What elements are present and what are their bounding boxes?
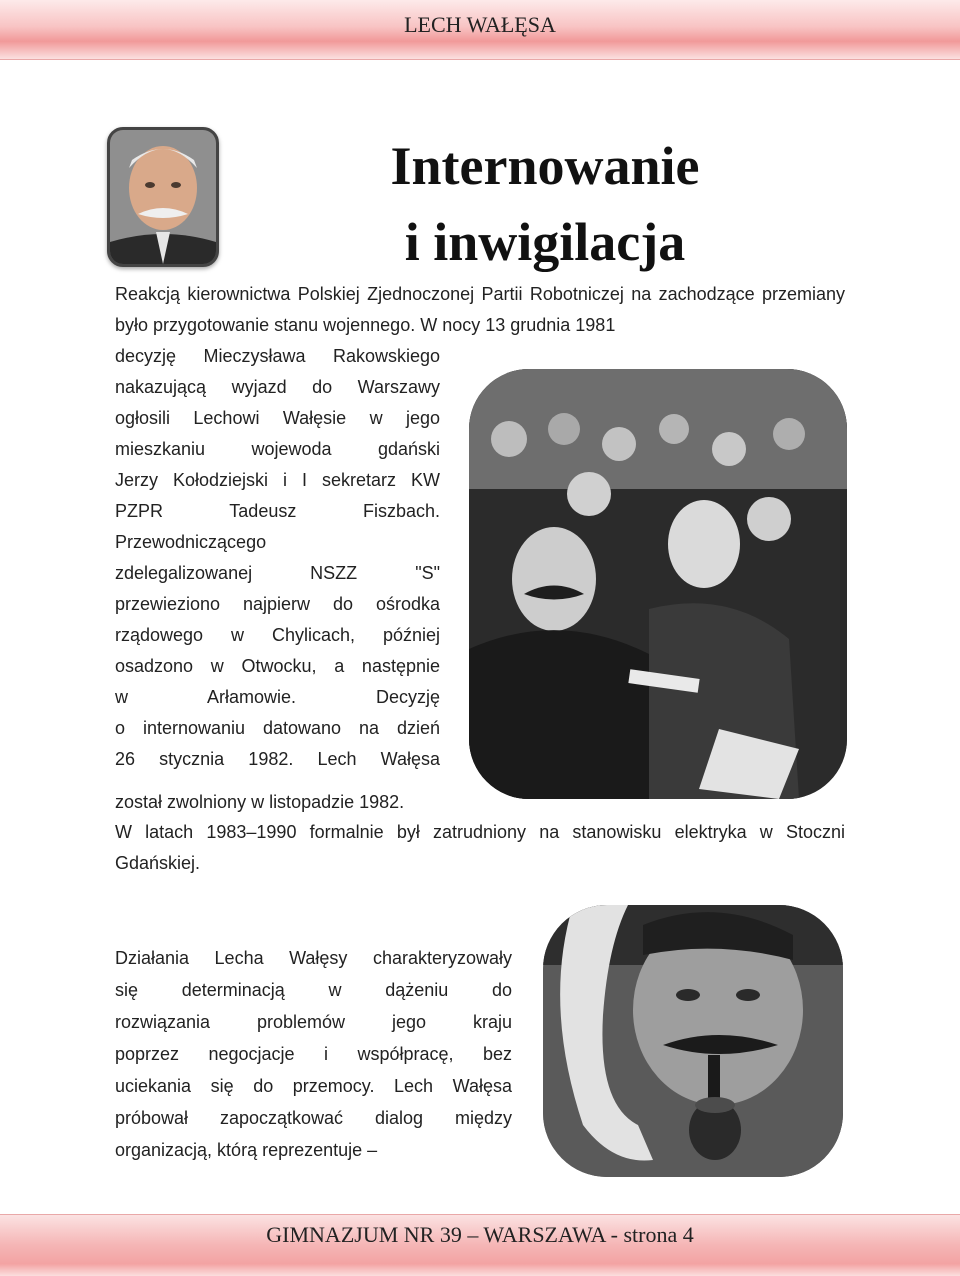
wrapped-line: decyzję Mieczysława Rakowskiego	[115, 346, 440, 366]
header-title: LECH WAŁĘSA	[404, 12, 556, 37]
wrapped-line: nakazującą wyjazd do Warszawy	[115, 377, 440, 397]
wrapped-line: przewieziono najpierw do ośrodka	[115, 594, 440, 614]
title-line-1: Internowanie	[390, 136, 700, 196]
title-line-2: i inwigilacja	[404, 212, 686, 272]
wrapped-line: osadzono w Otwocku, a następnie	[115, 656, 440, 676]
actions-line: organizacją, którą reprezentuje –	[115, 1140, 378, 1160]
wrapped-line: 26 stycznia 1982. Lech Wałęsa	[115, 749, 440, 769]
crowd-photo	[469, 369, 847, 799]
actions-line: poprzez negocjacje i współpracę, bez	[115, 1044, 512, 1064]
paragraph-wrapped	[115, 341, 440, 775]
wrapped-line: Przewodniczącego	[115, 532, 267, 552]
wrapped-line: zdelegalizowanej NSZZ "S"	[115, 563, 440, 583]
actions-line: rozwiązania problemów jego kraju	[115, 1012, 512, 1032]
wrapped-line: PZPR Tadeusz Fiszbach.	[115, 501, 440, 521]
paragraph-tail: został zwolniony w listopadzie 1982.	[115, 792, 405, 812]
actions-line: się determinacją w dążeniu do	[115, 980, 512, 1000]
wrapped-line: Jerzy Kołodziejski i I sekretarz KW	[115, 470, 440, 490]
paragraph-intro: Reakcją kierownictwa Polskiej Zjednoczonej Partii Robotniczej na zachodzące przemiany było przygotowanie stanu wojennego. W nocy 13 grudnia 1981	[115, 284, 845, 335]
wrapped-line: o internowaniu datowano na dzień	[115, 718, 440, 738]
footer-text: GIMNAZJUM NR 39 – WARSZAWA - strona 4	[266, 1222, 694, 1247]
page-title	[300, 128, 790, 280]
wrapped-line: w Arłamowie. Decyzję	[115, 687, 440, 707]
phone-pipe-photo	[543, 905, 843, 1177]
actions-line: próbował zapoczątkować dialog między	[115, 1108, 512, 1128]
actions-line: uciekania się do przemocy. Lech Wałęsa	[115, 1076, 512, 1096]
actions-line: Działania Lecha Wałęsy charakteryzowały	[115, 948, 512, 968]
wrapped-line: mieszkaniu wojewoda gdański	[115, 439, 440, 459]
paragraph-employment: W latach 1983–1990 formalnie był zatrudniony na stanowisku elektryka w Stoczni Gdańskiej.	[115, 822, 845, 873]
wrapped-line: ogłosili Lechowi Wałęsie w jego	[115, 408, 440, 428]
wrapped-line: rządowego w Chylicach, później	[115, 625, 440, 645]
paragraph-actions	[115, 943, 512, 1167]
portrait-photo	[107, 127, 219, 267]
